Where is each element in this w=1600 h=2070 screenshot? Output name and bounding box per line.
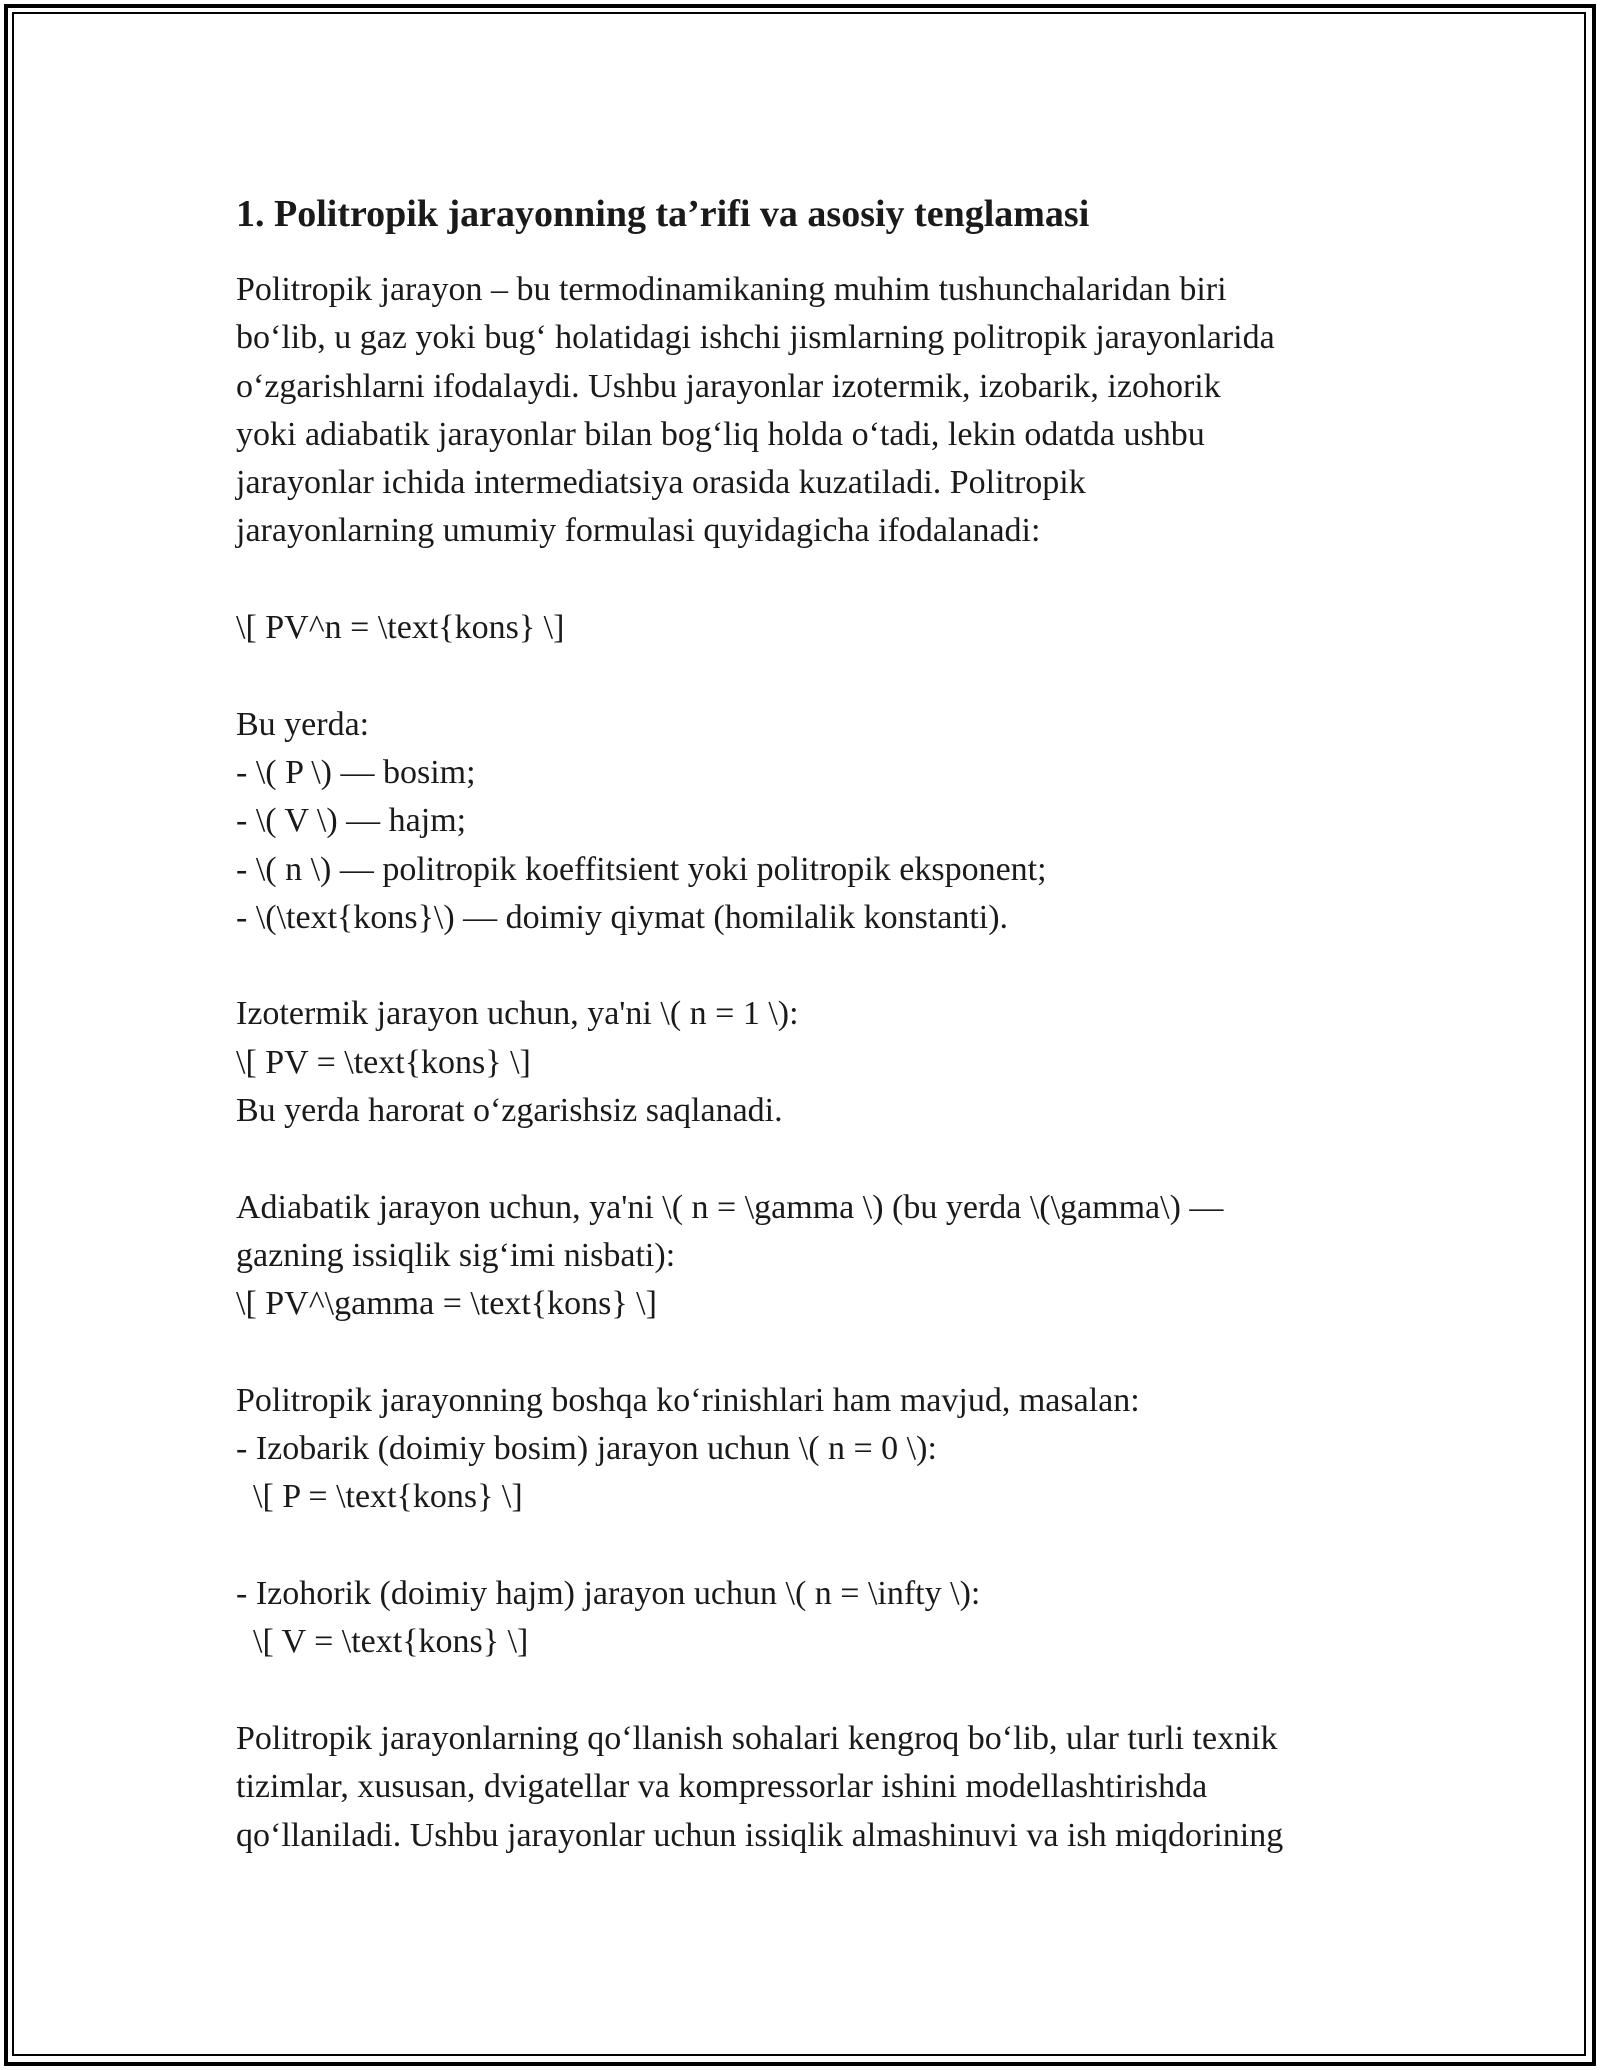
text-line: bo‘lib, u gaz yoki bug‘ holatidagi ishchi jismlarning politropik jarayonlarida: [236, 319, 1275, 357]
text-line: Politropik jarayon – bu termodinamikaning muhim tushunchalaridan biri: [236, 271, 1227, 308]
text-line: tizimlar, xususan, dvigatellar va kompressorlar ishini modellashtirishda: [236, 1768, 1208, 1806]
blank-line: [236, 942, 1386, 990]
text-line: jarayonlarning umumiy formulasi quyidagicha ifodalanadi:: [236, 512, 1041, 550]
text-line: - Izohorik (doimiy hajm) jarayon uchun \( n = \infty \):: [236, 1575, 981, 1613]
blank-line: [236, 1329, 1386, 1377]
text-line: - \( P \) — bosim;: [236, 753, 476, 791]
text-line: - \( V \) — hajm;: [236, 802, 467, 840]
blank-line: [236, 652, 1386, 700]
text-line: - Izobarik (doimiy bosim) jarayon uchun \( n = 0 \):: [236, 1430, 937, 1468]
text-line: \[ PV = \text{kons} \]: [236, 1043, 531, 1081]
blank-line: [236, 1667, 1386, 1715]
text-line: - \(\text{kons}\) — doimiy qiymat (homilalik konstanti).: [236, 898, 1009, 936]
text-line: Politropik jarayonning boshqa ko‘rinishlari ham mavjud, masalan:: [236, 1381, 1140, 1419]
blank-line: [236, 556, 1386, 604]
text-line: Adiabatik jarayon uchun, ya'ni \( n = \gamma \) (bu yerda \(\gamma\) —: [236, 1188, 1224, 1226]
text-line: Bu yerda harorat o‘zgarishsiz saqlanadi.: [236, 1092, 783, 1130]
text-line: \[ PV^\gamma = \text{kons} \]: [236, 1285, 657, 1323]
document-body: [236, 188, 1386, 1860]
document-text: [236, 266, 1386, 1860]
text-line: - \( n \) — politropik koeffitsient yoki politropik eksponent;: [236, 850, 1047, 888]
text-line: Izotermik jarayon uchun, ya'ni \( n = 1 \):: [236, 995, 799, 1033]
text-line: o‘zgarishlarni ifodalaydi. Ushbu jarayonlar izotermik, izobarik, izohorik: [236, 367, 1221, 405]
section-heading: 1. Politropik jarayonning ta’rifi va asosiy tenglamasi: [236, 193, 1090, 235]
text-line: \[ P = \text{kons} \]: [236, 1478, 523, 1516]
text-line: jarayonlar ichida intermediatsiya orasida kuzatiladi. Politropik: [236, 464, 1086, 502]
blank-line: [236, 1135, 1386, 1183]
blank-line: [236, 1522, 1386, 1570]
text-line: \[ PV^n = \text{kons} \]: [236, 609, 565, 647]
text-line: yoki adiabatik jarayonlar bilan bog‘liq holda o‘tadi, lekin odatda ushbu: [236, 415, 1205, 453]
text-line: gazning issiqlik sig‘imi nisbati):: [236, 1236, 676, 1274]
text-line: \[ V = \text{kons} \]: [236, 1623, 529, 1661]
text-line: Bu yerda:: [236, 705, 370, 743]
text-line: Politropik jarayonlarning qo‘llanish sohalari kengroq bo‘lib, ular turli texnik: [236, 1719, 1278, 1757]
text-line: qo‘llaniladi. Ushbu jarayonlar uchun issiqlik almashinuvi va ish miqdorining: [236, 1816, 1284, 1854]
